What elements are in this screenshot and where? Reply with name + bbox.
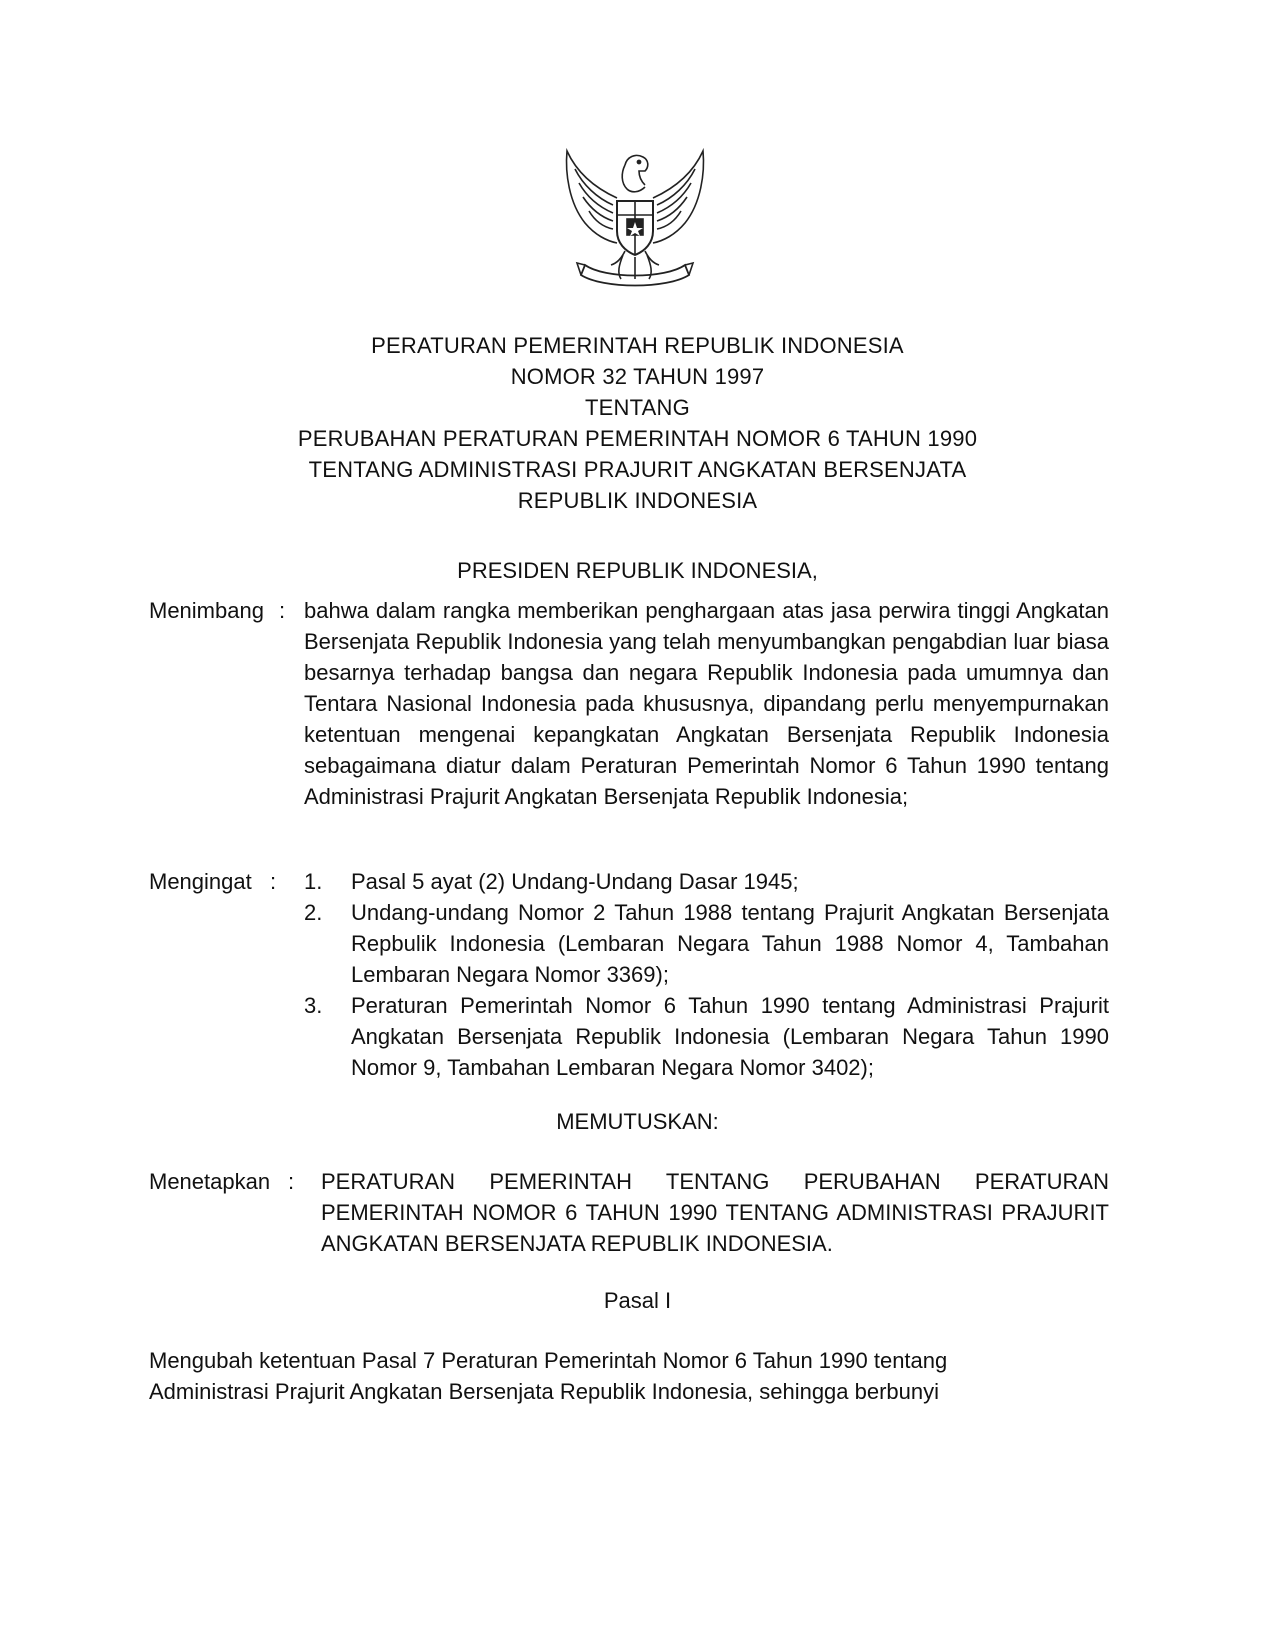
list-item — [304, 990, 1109, 1083]
menimbang-label: Menimbang — [149, 598, 264, 623]
menimbang-text: bahwa dalam rangka memberikan penghargaan atas jasa perwira tinggi Angkatan Bersenjata Republik Indonesia yang telah menyumbangkan pengabdian luar biasa besarnya terhadap bangsa dan negara Republik Indonesia pada umumnya dan Tentara Nasional Indonesia pada khususnya, dipandang perlu menyempurnakan ketentuan mengenai kepangkatan Angkatan Bersenjata Republik Indonesia sebagaimana diatur dalam Peraturan Pemerintah Nomor 6 Tahun 1990 tentang Administrasi Prajurit Angkatan Bersenjata Republik Indonesia; — [304, 598, 1109, 809]
list-item-text: Pasal 5 ayat (2) Undang-Undang Dasar 1945; — [351, 869, 799, 894]
menetapkan-colon: : — [288, 1169, 295, 1194]
list-item — [304, 866, 1109, 897]
document-title — [0, 330, 1275, 516]
title-line-4: PERUBAHAN PERATURAN PEMERINTAH NOMOR 6 TAHUN 1990 — [297, 426, 978, 451]
mengingat-label: Mengingat — [149, 869, 252, 894]
menetapkan-text: PERATURAN PEMERINTAH TENTANG PERUBAHAN PERATURAN PEMERINTAH NOMOR 6 TAHUN 1990 TENTANG ADMINISTRASI PRAJURIT ANGKATAN BERSENJATA REPUBLIK INDONESIA. — [321, 1169, 1109, 1256]
menimbang-section — [149, 595, 1114, 845]
list-item — [304, 897, 1109, 990]
title-line-2: NOMOR 32 TAHUN 1997 — [510, 364, 765, 389]
mengingat-list — [304, 866, 1109, 1083]
garuda-pancasila-emblem-icon — [555, 143, 715, 303]
mengingat-colon: : — [270, 869, 277, 894]
menetapkan-section — [149, 1166, 1114, 1266]
list-item-number: 3. — [304, 993, 323, 1018]
title-line-5: TENTANG ADMINISTRASI PRAJURIT ANGKATAN BERSENJATA — [308, 457, 967, 482]
list-item-text: Peraturan Pemerintah Nomor 6 Tahun 1990 tentang Administrasi Prajurit Angkatan Bersenjata Republik Indonesia (Lembaran Negara Tahun 1990 Nomor 9, Tambahan Lembaran Negara Nomor 3402); — [351, 993, 1109, 1080]
closing-paragraph: Mengubah ketentuan Pasal 7 Peraturan Pemerintah Nomor 6 Tahun 1990 tentang Administrasi Prajurit Angkatan Bersenjata Republik Indonesia, sehingga berbunyi — [149, 1348, 948, 1404]
title-line-3: TENTANG — [585, 395, 690, 420]
memutuskan-heading: MEMUTUSKAN: — [556, 1109, 719, 1134]
list-item-number: 1. — [304, 869, 323, 894]
pasal-heading: Pasal I — [603, 1288, 672, 1313]
mengingat-section — [149, 866, 1114, 1086]
president-heading: PRESIDEN REPUBLIK INDONESIA, — [457, 558, 818, 583]
title-line-6: REPUBLIK INDONESIA — [517, 488, 758, 513]
menimbang-colon: : — [279, 598, 286, 623]
title-line-1: PERATURAN PEMERINTAH REPUBLIK INDONESIA — [371, 333, 904, 358]
menetapkan-label: Menetapkan — [149, 1169, 271, 1194]
list-item-number: 2. — [304, 900, 323, 925]
list-item-text: Undang-undang Nomor 2 Tahun 1988 tentang Prajurit Angkatan Bersenjata Repbulik Indonesia (Lembaran Negara Tahun 1988 Nomor 4, Tambahan Lembaran Negara Nomor 3369); — [351, 900, 1109, 987]
